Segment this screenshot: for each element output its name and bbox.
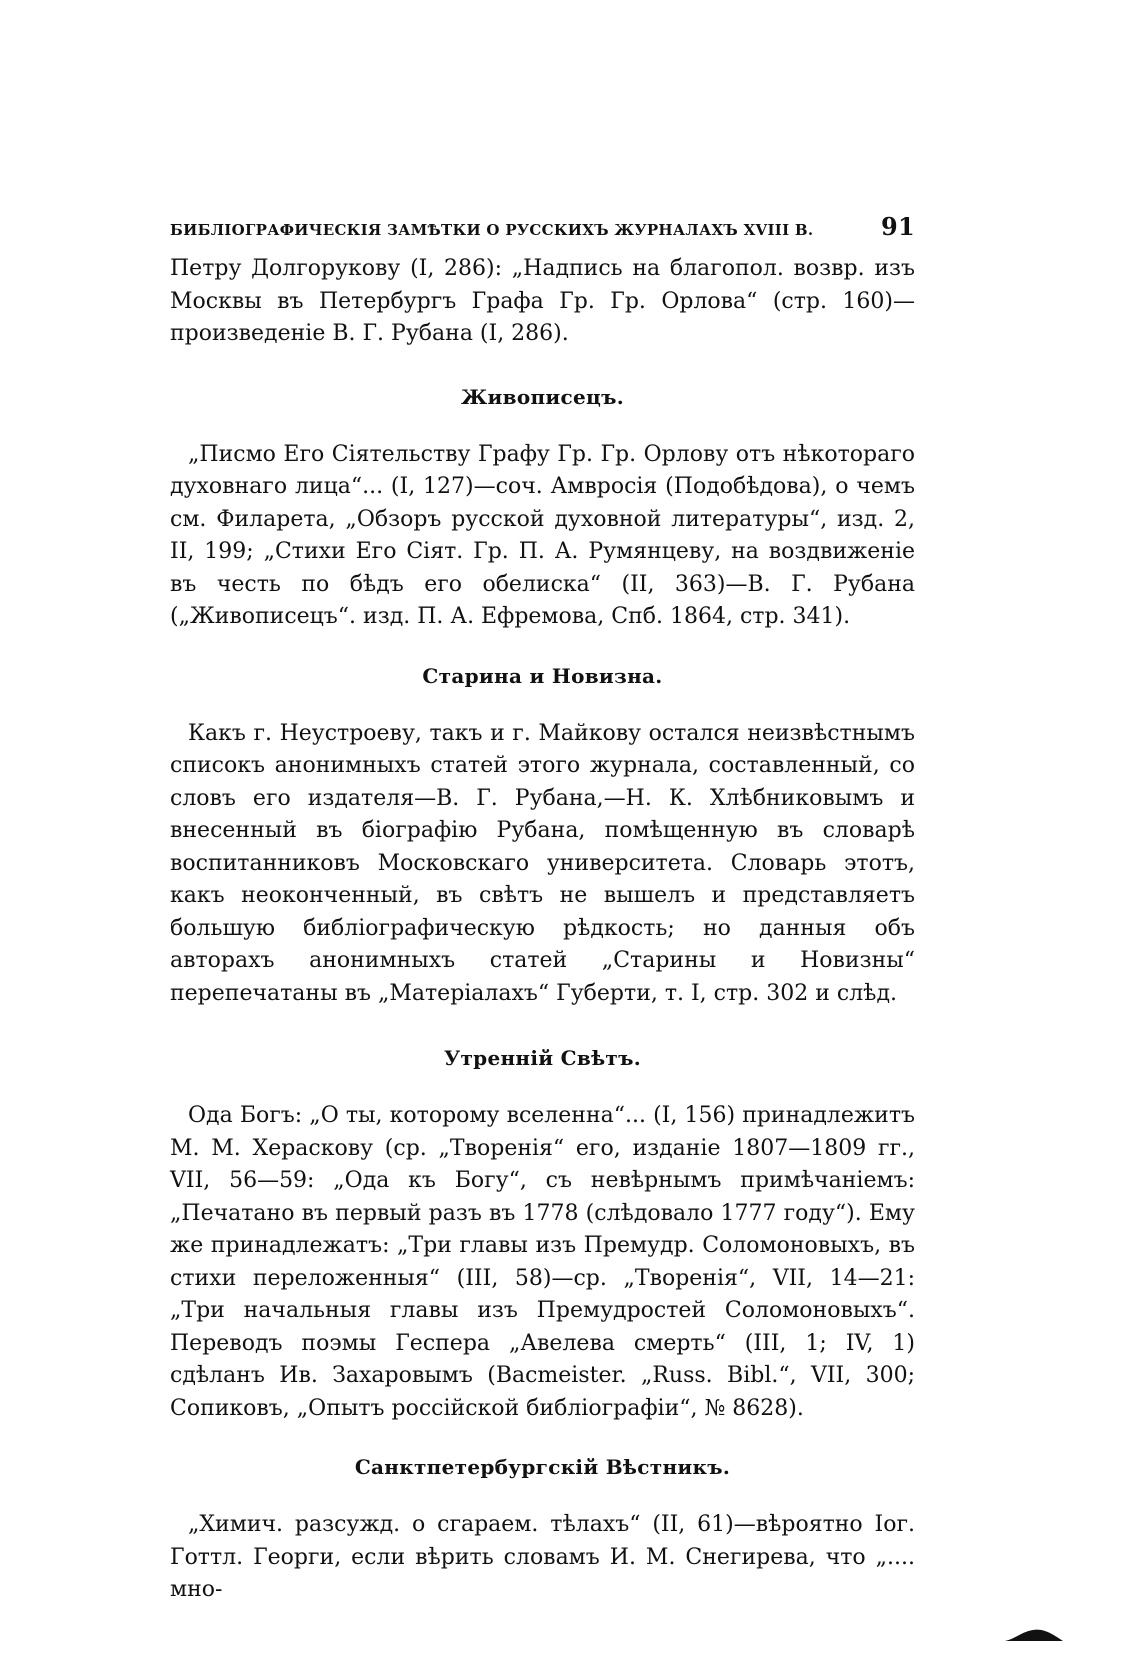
- section-text-starina-i-novizna: Какъ г. Неустроеву, такъ и г. Майкову остался неизвѣстнымъ списокъ анонимныхъ статей этого журнала, составленный, со словъ его издателя—В. Г. Рубана,—Н. К. Хлѣбниковымъ и внесенный въ біографію Рубана, помѣщенную въ словарѣ воспитанниковъ Московскаго университета. Словарь этотъ, какъ неоконченный, въ свѣтъ не вышелъ и представляетъ большую библіографическую рѣдкость; но данныя объ авторахъ анонимныхъ статей „Старины и Новизны“ перепечатаны въ „Матеріалахъ“ Губерти, т. I, стр. 302 и слѣд.: [170, 720, 915, 1006]
- section-heading-utrenniy-svet: Утренній Свѣтъ.: [443, 1046, 642, 1070]
- section-heading-zhivopisets: Живописецъ.: [460, 384, 625, 409]
- running-head: [170, 212, 915, 241]
- section-heading-spb-vestnik: Санктпетербургскій Вѣстникъ.: [354, 1455, 731, 1479]
- section-text-zhivopisets: „Писмо Его Сіятельству Графу Гр. Гр. Орлову отъ нѣкотораго духовнаго лица“... (I, 127)—соч. Амвросія (Подобѣдова), о чемъ см. Филарета, „Обзоръ русской духовной литературы“, изд. 2, II, 199; „Стихи Его Сіят. Гр. П. А. Румянцеву, на воздвиженіе въ честь по бѣдъ его обелиска“ (II, 363)—В. Г. Рубана („Живописецъ“. изд. П. А. Ефремова, Спб. 1864, стр. 341).: [170, 441, 915, 629]
- page-number: 91: [881, 212, 915, 241]
- section-text-utrenniy-svet: Ода Богъ: „О ты, которому вселенна“... (I, 156) принадлежитъ М. М. Хераскову (ср. „Творенія“ его, изданіе 1807—1809 гг., VII, 56—59: „Ода къ Богу“, съ невѣрнымъ примѣчаніемъ: „Печатано въ первый разъ въ 1778 (слѣдовало 1777 году“). Ему же принадлежатъ: „Три главы изъ Премудр. Соломоновыхъ, въ стихи переложенныя“ (III, 58)—ср. „Творенія“, VII, 14—21: „Три начальныя главы изъ Премудростей Соломоновыхъ“. Переводъ поэмы Геспера „Авелева смерть“ (III, 1; IV, 1) сдѣланъ Ив. Захаровымъ (Bacmeister. „Russ. Bibl.“, VII, 300; Сопиковъ, „Опытъ россійской библіографіи“, № 8628).: [170, 1103, 915, 1421]
- ink-mark-icon: [1005, 1628, 1063, 1642]
- section-text-spb-vestnik: „Химич. разсужд. о сгараем. тѣлахъ“ (II, 61)—вѣроятно Іог. Готтл. Георги, если вѣрить словамъ И. М. Снегирева, что „.... мно-: [170, 1512, 915, 1602]
- section-heading-starina-i-novizna: Старина и Новизна.: [422, 663, 663, 688]
- running-head-title: БИБЛІОГРАФИЧЕСКІЯ ЗАМѢТКИ О РУССКИХЪ ЖУРНАЛАХЪ XVIII В.: [170, 221, 814, 239]
- intro-paragraph: Петру Долгорукову (I, 286): „Надпись на благопол. возвр. изъ Москвы въ Петербургъ Графа Гр. Гр. Орлова“ (стр. 160)—произведеніе В. Г. Рубана (I, 286).: [170, 256, 915, 346]
- book-page: [170, 212, 915, 1607]
